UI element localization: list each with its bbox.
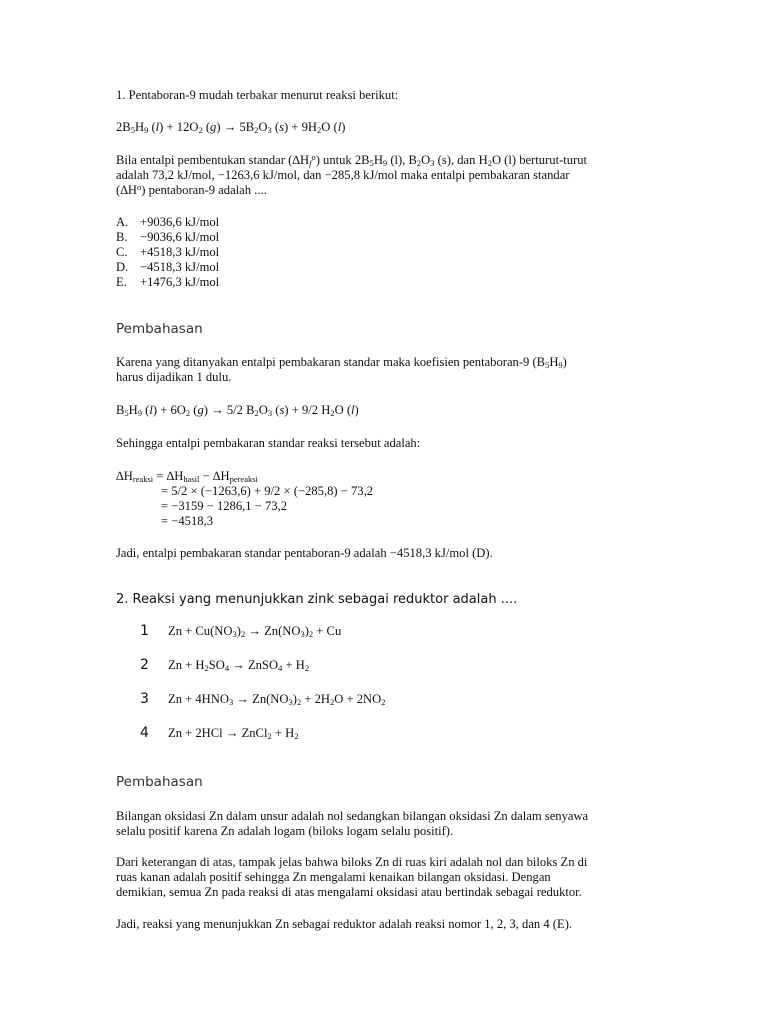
q1-reaction-equation: $2B_5H_9$ $(l) + 12O_2$ $(g) \to 5B_2O_3$ $(s) + 9H_2O$ (l) (116, 120, 346, 135)
calc-step-row: = 5/2 × (−1263,6) + 9/2 × (−285,8) − 73,2 (161, 484, 374, 498)
q1-discussion-line-2: harus dijadikan 1 dulu. (116, 370, 232, 384)
q1-calculation (116, 469, 373, 529)
q1-conclusion: Jadi, entalpi pembakaran standar pentaboran-9 adalah −4518,3 kJ/mol (D). (116, 546, 493, 560)
calc-step-row: = −3159 − 1286,1 − 73,2 (161, 499, 288, 513)
calc-formula-row: $\Delta H_{reaksi} = \Delta H_{hasil} - \Delta H_{pereaksi}$ (116, 469, 258, 484)
q1-option-c: C. +4518,3 kJ/mol (116, 245, 220, 259)
q2-option-2: 2 $Zn + H_2SO_4$ → ZnSO$_4$ + $H_2$ (140, 657, 310, 673)
q1-option-a: A. +9036,6 kJ/mol (116, 215, 220, 229)
q2-option-1: 1 $Zn + Cu(NO_3)_2 \to Zn(NO_3)_2 + Cu$ (140, 623, 342, 639)
q1-option-d: D. −4518,3 kJ/mol (116, 260, 220, 274)
q1-discussion-line-1: Karena yang ditanyakan entalpi pembakaran standar maka koefisien pentaboran-9 $(B_5H_9)$ (116, 355, 567, 370)
q1-discussion-heading: Pembahasan (116, 321, 203, 337)
q1-normalized-equation: $B_5H_9$ $(l) + 6O_2$ (g) → 5/2 $B_2O_3$ (s) + 9/2 $H_2O$ (l) (116, 403, 359, 418)
q2-discussion-heading: Pembahasan (116, 774, 203, 790)
q2-conclusion: Jadi, reaksi yang menunjukkan Zn sebagai reduktor adalah reaksi nomor 1, 2, 3, dan 4 (E). (116, 917, 573, 931)
q2-option-4: 4 Zn + 2HCl → ZnCl$_2$ + $H_2$ (140, 725, 299, 741)
q1-stem-line-1: Bila entalpi pembentukan standar $(\Delta H_f^o)$ untuk $2B_5H_9$ (l), $B_2O_3$ (s), dan $H_2O$ (l) berturut-turut (116, 152, 588, 168)
q1-stem-line-2: adalah 73,2 kJ/mol, −1263,6 kJ/mol, dan −285,8 kJ/mol maka entalpi pembakaran standar (116, 168, 570, 182)
q1-stem-line-3: $(\Delta H^o)$ pentaboran-9 adalah .... (116, 182, 267, 197)
q2-discussion-line-5: demikian, semua Zn pada reaksi di atas mengalami oksidasi atau bertindak sebagai reduktor. (116, 885, 582, 899)
q2-discussion-line-3: Dari keterangan di atas, tampak jelas bahwa biloks Zn di ruas kiri adalah nol dan biloks Zn di (116, 855, 588, 869)
q2-discussion-line-2: selalu positif karena Zn adalah logam (biloks logam selalu positif). (116, 824, 454, 838)
q2-discussion-line-4: ruas kanan adalah positif sehingga Zn mengalami kenaikan bilangan oksidasi. Dengan (116, 870, 551, 884)
q2-discussion-line-1: Bilangan oksidasi Zn dalam unsur adalah nol sedangkan bilangan oksidasi Zn dalam senyawa (116, 809, 589, 823)
q1-option-b: B. −9036,6 kJ/mol (116, 230, 220, 244)
q2-prompt: 2. Reaksi yang menunjukkan zink sebagai reduktor adalah .... (116, 592, 518, 607)
q1-prompt: 1. Pentaboran-9 mudah terbakar menurut reaksi berikut: (116, 88, 399, 102)
q1-option-e: E. +1476,3 kJ/mol (116, 275, 220, 289)
q2-option-3: 3 $Zn + 4HNO_3 \to Zn(NO_3)_2 + 2H_2O + 2NO_2$ (140, 691, 386, 707)
calc-step-row: = −4518,3 (161, 514, 213, 528)
q1-discussion-line-3: Sehingga entalpi pembakaran standar reaksi tersebut adalah: (116, 436, 421, 450)
